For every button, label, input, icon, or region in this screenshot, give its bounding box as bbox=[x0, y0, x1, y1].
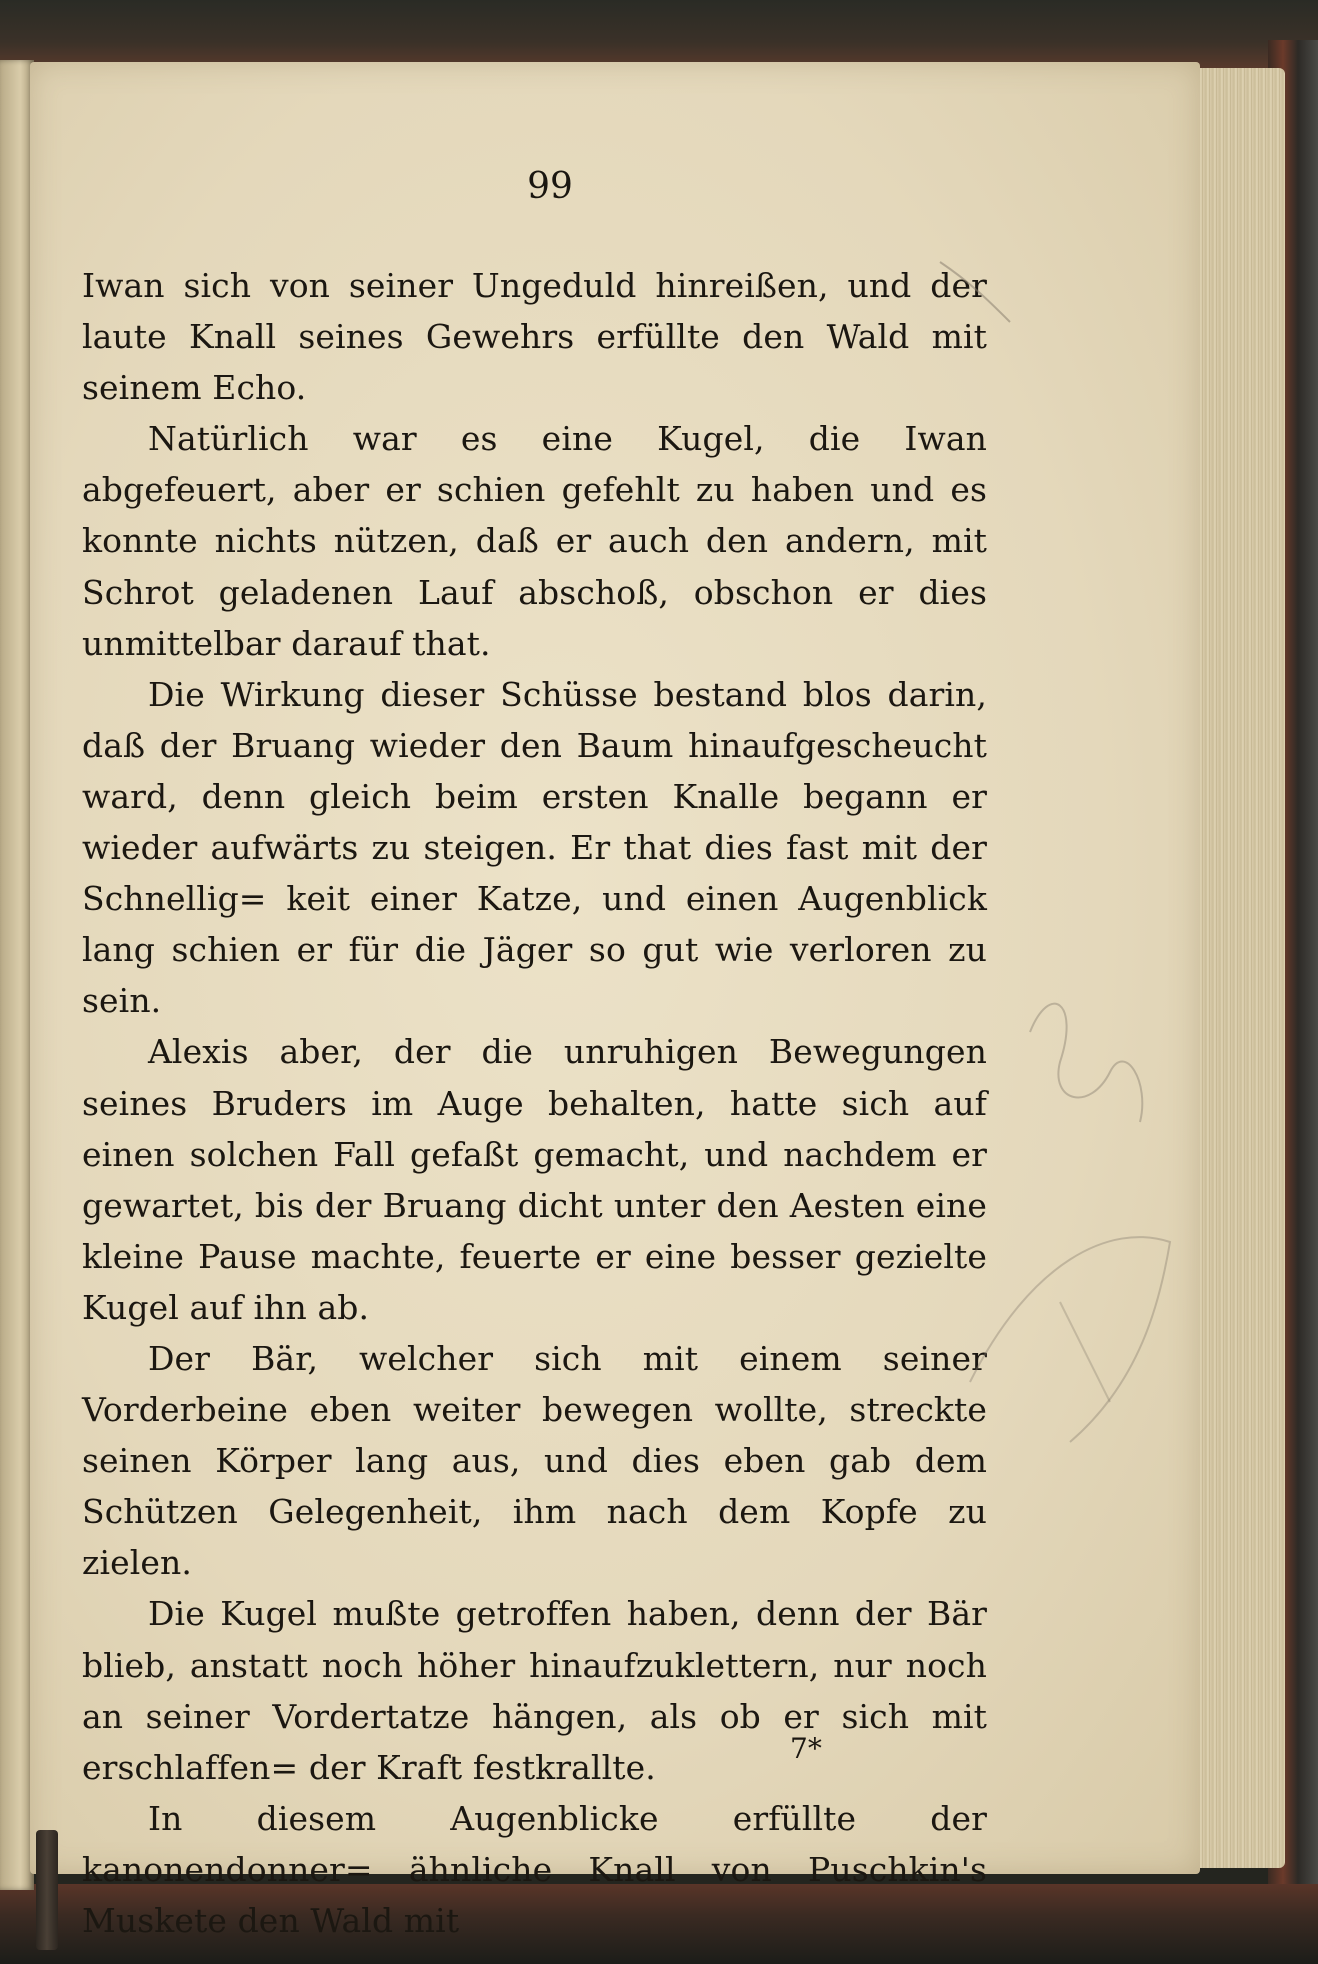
pencil-scribble-middle bbox=[1030, 1004, 1142, 1122]
pencil-stroke-bottom bbox=[1060, 1302, 1110, 1402]
book-page bbox=[30, 62, 1200, 1940]
book-cover-top bbox=[0, 0, 1318, 70]
paragraph-6: Die Kugel mußte getroffen haben, denn der Bär blieb, anstatt noch höher hinaufzuklettern, nur noch an seiner Vordertatze hängen, als ob er sich mit erschlaffen= der Kraft festkrallte. bbox=[82, 1594, 987, 1787]
paragraph-4: Alexis aber, der die unruhigen Bewegungen seines Bruders im Auge behalten, hatte sich auf einen solchen Fall gefaßt gemacht, und nachdem er gewartet, bis der Bruang dicht unter den Aesten eine kleine Pause machte, feuerte er eine besser gezielte Kugel auf ihn ab. bbox=[82, 1032, 987, 1327]
paragraph-3: Die Wirkung dieser Schüsse bestand blos darin, daß der Bruang wieder den Baum hinaufgescheucht ward, denn gleich beim ersten Knalle begann er wieder aufwärts zu steigen. Er that dies fast mit der Schnellig= keit einer Katze, und einen Augenblick lang schien er für die Jäger so gut wie verloren zu sein. bbox=[82, 674, 987, 1021]
paragraph-2: Natürlich war es eine Kugel, die Iwan abgefeuert, aber er schien gefehlt zu haben und es konnte nichts nützen, daß er auch den andern, mit Schrot geladenen Lauf abschoß, obschon er dies unmittelbar darauf that. bbox=[82, 419, 987, 663]
printer-signature: 7* bbox=[790, 1732, 822, 1765]
paragraph-5: Der Bär, welcher sich mit einem seiner Vorderbeine eben weiter bewegen wollte, streckte seinen Körper lang aus, und dies eben gab dem Schützen Gelegenheit, ihm nach dem Kopfe zu zielen. bbox=[82, 1338, 987, 1583]
facing-page-edge bbox=[0, 60, 34, 1890]
paragraph-7: In diesem Augenblicke erfüllte der kanonendonner= ähnliche Knall von Puschkin's Muskete den Wald mit bbox=[82, 1798, 987, 1940]
page-number: 99 bbox=[527, 166, 573, 207]
body-text bbox=[82, 260, 987, 1946]
bookmark-ribbon bbox=[36, 1830, 58, 1950]
paragraph-1: Iwan sich von seiner Ungeduld hinreißen, und der laute Knall seines Gewehrs erfüllte den Wald mit seinem Echo. bbox=[82, 266, 987, 408]
pencil-stroke-lower bbox=[970, 1237, 1170, 1442]
